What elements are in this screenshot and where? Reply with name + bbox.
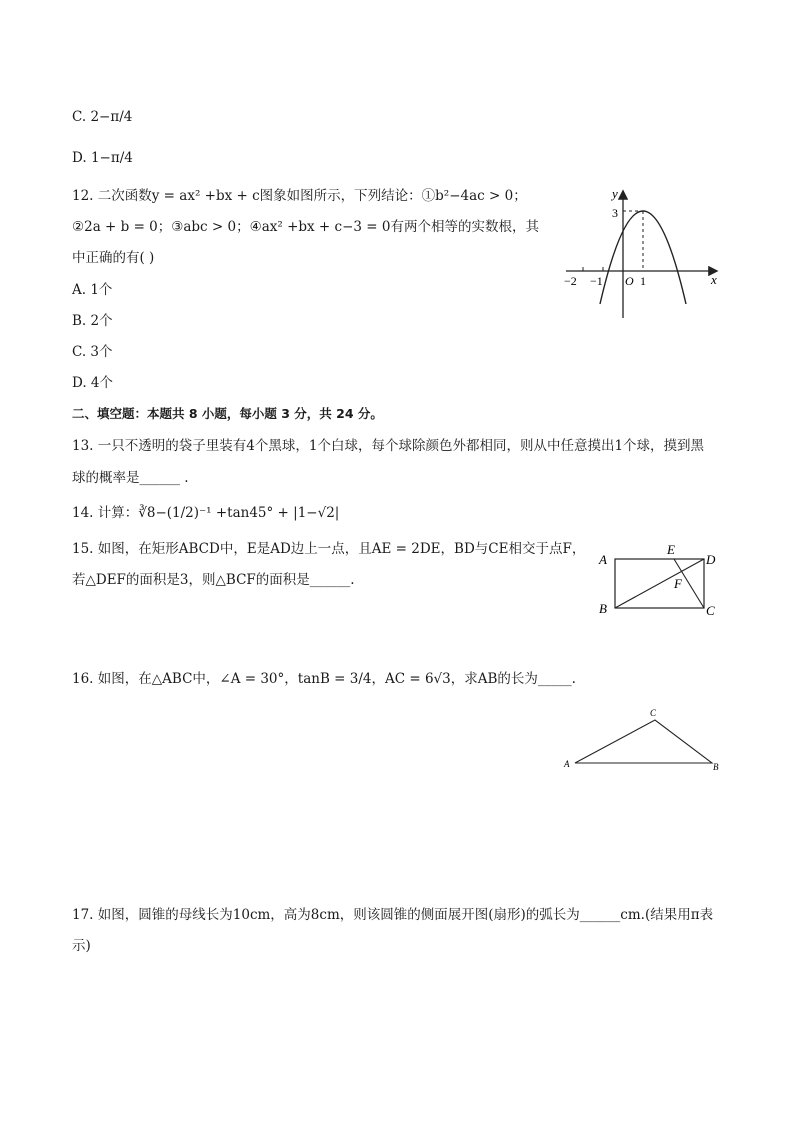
tick-1: 1 [640,274,646,288]
q12-line3: 中正确的有( ) [72,250,155,266]
q17-line2: 示) [72,938,91,954]
x-label: x [711,272,717,287]
q12-option-a: A. 1个 [72,282,113,298]
label-c: C [706,603,715,618]
tick-3: 3 [612,206,618,220]
diagonal-bd [615,559,704,608]
q12-option-d: D. 4个 [72,375,114,391]
q12-option-c: C. 3个 [72,344,113,360]
label-a: A [564,759,570,769]
q15-line2: 若△DEF的面积是3，则△BCF的面积是______. [72,572,355,588]
y-label: y [612,186,618,201]
q16-text: 16. 如图，在△ABC中，∠A = 30°，tanB = 3/4，AC = 6√3，求AB的长为_____. [72,671,576,687]
label-b: B [713,762,719,772]
triangle-abc [575,720,712,763]
rectangle-figure [594,540,724,622]
label-d: D [706,552,716,567]
label-f: F [674,576,682,591]
section-heading: 二、填空题：本题共 8 小题，每小题 3 分，共 24 分。 [72,406,383,421]
parabola-graph [560,182,730,322]
tick-neg1: −1 [590,274,603,288]
q17-line1: 17. 如图，圆锥的母线长为10cm，高为8cm，则该圆锥的侧面展开图(扇形)的弧长为______cm.(结果用π表 [72,907,714,923]
q13-line2: 球的概率是______ . [72,470,189,486]
label-c: C [650,708,657,718]
label-b: B [599,601,607,616]
option-c-q11: C. 2−π/4 [72,109,133,125]
option-d-q11: D. 1−π/4 [72,150,133,166]
q13-line1: 13. 一只不透明的袋子里装有4个黑球，1个白球，每个球除颜色外都相同，则从中任意摸出1个球，摸到黑 [72,438,705,454]
q14-text: 14. 计算：∛8−(1/2)⁻¹ +tan45° + |1−√2| [72,505,340,521]
triangle-figure [560,704,730,776]
tick-neg2: −2 [564,274,577,288]
q12-line1: 12. 二次函数y = ax² +bx + c图象如图所示，下列结论：①b²−4ac > 0； [72,188,527,204]
label-a: A [599,552,607,567]
q15-line1: 15. 如图，在矩形ABCD中，E是AD边上一点，且AE = 2DE，BD与CE相交于点F， [72,541,586,557]
q12-line2: ②2a + b = 0；③abc > 0；④ax² +bx + c−3 = 0有两个相等的实数根，其 [72,219,539,235]
origin-label: O [625,274,634,288]
q12-option-b: B. 2个 [72,313,113,329]
label-e: E [667,542,675,557]
